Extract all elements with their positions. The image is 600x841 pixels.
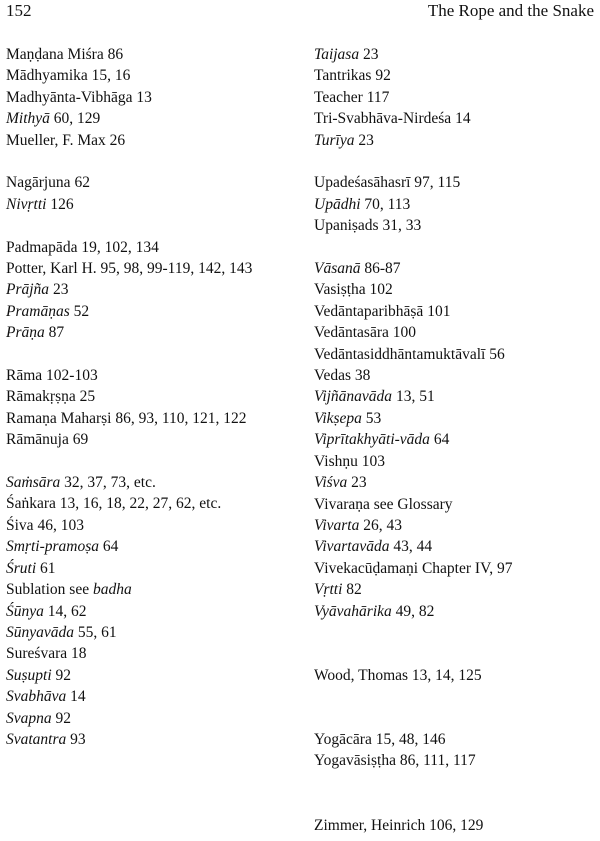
index-entry	[314, 65, 596, 86]
index-term: Taijasa	[314, 46, 360, 63]
index-entry	[314, 815, 596, 836]
index-term: Vedāntasiddhāntamuktāvalī	[314, 345, 486, 363]
page-refs: 97, 115	[414, 174, 461, 192]
index-entry	[6, 579, 296, 600]
entry-gap	[6, 151, 296, 172]
page-refs: 87	[48, 324, 65, 342]
index-term: Vivarta	[314, 516, 360, 534]
entry-gap	[314, 708, 596, 729]
index-term: Prājña	[6, 281, 50, 299]
index-term: Tri-Svabhāva-Nirdeśa	[314, 110, 452, 128]
index-entry	[6, 665, 296, 686]
index-term: Yogācāra	[314, 730, 372, 748]
index-entry	[314, 558, 596, 579]
index-term: Svatantra	[6, 730, 67, 748]
index-entry	[6, 301, 296, 322]
index-entry	[6, 386, 296, 407]
index-term: Vyāvahārika	[314, 602, 392, 620]
index-term: Vishṇu	[314, 452, 358, 470]
page-header	[0, 0, 600, 26]
index-term: Mueller, F. Max	[6, 131, 106, 149]
page-refs: 23	[351, 474, 367, 492]
entry-gap	[6, 215, 296, 236]
index-term: Rāma	[6, 367, 43, 385]
index-entry	[314, 494, 596, 515]
page-refs: 13, 16, 18, 22, 27, 62, etc.	[59, 495, 222, 513]
page-refs: 86-87	[364, 260, 401, 278]
index-entry	[314, 729, 596, 750]
page-refs: 13, 51	[395, 388, 435, 406]
page-refs: 70, 113	[364, 195, 411, 213]
page-refs: 95, 98, 99-119, 142, 143	[100, 260, 253, 278]
index-term: Sūnyavāda	[6, 623, 75, 641]
page-refs: 62	[74, 174, 90, 192]
page-refs: 53	[365, 409, 382, 427]
index-term: Smṛti-pramoṣa	[6, 538, 100, 556]
index-entry	[6, 622, 296, 643]
index-entry	[6, 279, 296, 300]
page-refs: 13, 14, 125	[411, 666, 482, 684]
index-entry	[6, 643, 296, 664]
index-entry	[6, 237, 296, 258]
index-entry	[314, 515, 596, 536]
index-term: Vivaraṇa	[314, 495, 370, 513]
page-refs: 92	[55, 709, 72, 727]
page-refs: 106, 129	[429, 816, 484, 834]
index-term: Teacher	[314, 88, 363, 106]
index-term: Yogavāsiṣṭha	[314, 752, 396, 770]
index-term: Nagārjuna	[6, 174, 71, 192]
index-entry	[314, 579, 596, 600]
index-entry	[314, 408, 596, 429]
index-entry	[314, 472, 596, 493]
index-entry	[6, 429, 296, 450]
entry-gap	[314, 151, 596, 172]
index-entry	[314, 365, 596, 386]
index-entry	[314, 451, 596, 472]
index-term: Viśva	[314, 474, 348, 492]
page-refs: 92	[55, 666, 72, 684]
index-term: Śruti	[6, 559, 37, 577]
index-entry	[6, 686, 296, 707]
index-term: Nivṛtti	[6, 195, 47, 213]
entry-gap	[6, 451, 296, 472]
page-refs: 25	[79, 388, 96, 406]
page-refs: 64	[433, 431, 450, 449]
index-term: Maṇḍana Miśra	[6, 46, 104, 63]
entry-gap	[314, 686, 596, 707]
index-entry	[314, 301, 596, 322]
index-term: Vedāntasāra	[314, 324, 389, 342]
page-refs: 18	[71, 645, 87, 663]
index-entry	[314, 386, 596, 407]
index-entry	[6, 44, 296, 65]
index-term: Svabhāva	[6, 688, 67, 706]
index-entry	[6, 729, 296, 750]
index-entry	[6, 172, 296, 193]
index-entry	[6, 87, 296, 108]
page-refs: 23	[358, 131, 374, 149]
index-entry	[314, 172, 596, 193]
index-entry	[314, 665, 596, 686]
page-refs: 126	[50, 195, 74, 213]
index-term: Mādhyamika	[6, 67, 88, 85]
page-refs: 102-103	[46, 367, 98, 385]
index-term: Vedāntaparibhāṣā	[314, 302, 424, 320]
page-refs: 46, 103	[37, 516, 84, 534]
index-entry	[6, 515, 296, 536]
index-term: Viprītakhyāti-vāda	[314, 431, 430, 449]
page-refs: 14	[70, 688, 86, 706]
entry-gap	[6, 344, 296, 365]
index-term: Pramāṇas	[6, 302, 70, 320]
page-refs: 13	[136, 88, 152, 106]
page-refs: Chapter IV, 97	[421, 559, 513, 577]
page-refs: 55, 61	[77, 623, 117, 641]
running-head: The Rope and the Snake	[427, 1, 594, 20]
entry-gap	[314, 622, 596, 643]
index-entry	[6, 472, 296, 493]
index-term: Upādhi	[314, 195, 361, 213]
page-refs: 102	[369, 281, 393, 299]
index-entry	[6, 601, 296, 622]
page-refs: 52	[73, 302, 90, 320]
index-entry	[6, 408, 296, 429]
index-term: Vedas	[314, 367, 352, 385]
index-entry	[314, 536, 596, 557]
index-term: Tantrikas	[314, 67, 372, 85]
index-term: Upaniṣads	[314, 217, 379, 235]
index-column-left	[6, 44, 296, 750]
see-reference: see	[69, 581, 93, 599]
see-reference: see Glossary	[373, 495, 453, 513]
index-entry	[314, 601, 596, 622]
index-entry	[6, 365, 296, 386]
index-term: Rāmānuja	[6, 431, 69, 449]
see-term: badha	[92, 581, 132, 599]
page-refs: 26, 43	[363, 516, 402, 534]
page-refs: 14, 62	[47, 602, 87, 620]
index-term: Padmapāda	[6, 238, 78, 256]
index-entry	[314, 344, 596, 365]
page-number: 152	[6, 1, 32, 20]
index-entry	[314, 108, 596, 129]
index-term: Svapna	[6, 709, 52, 727]
page-refs: 64	[102, 538, 119, 556]
index-entry	[6, 65, 296, 86]
index-entry	[314, 750, 596, 771]
page-refs: 14	[455, 110, 471, 128]
page-refs: 103	[361, 452, 385, 470]
index-entry	[6, 194, 296, 215]
index-term: Sublation	[6, 581, 66, 599]
index-term: Zimmer, Heinrich	[314, 816, 426, 834]
index-entry	[6, 108, 296, 129]
index-term: Mithyā	[6, 110, 50, 128]
index-entry	[314, 258, 596, 279]
index-term: Potter, Karl H.	[6, 260, 97, 278]
page-refs: 61	[40, 559, 56, 577]
index-term: Śaṅkara	[6, 495, 56, 513]
index-term: Rāmakṛṣṇa	[6, 388, 76, 406]
page-refs: 69	[72, 431, 89, 449]
index-term: Śūnya	[6, 602, 44, 620]
page-refs: 86, 111, 117	[399, 752, 476, 770]
index-entry	[6, 708, 296, 729]
page-refs: 60, 129	[53, 110, 101, 128]
page-refs: 86	[107, 46, 124, 63]
page-refs: 93	[70, 730, 86, 748]
page-refs: 101	[427, 302, 451, 320]
page-refs: 117	[366, 88, 390, 106]
index-term: Saṁsāra	[6, 474, 61, 492]
page-refs: 31, 33	[382, 217, 422, 235]
index-term: Madhyānta-Vibhāga	[6, 88, 133, 106]
index-term: Wood, Thomas	[314, 666, 409, 684]
index-term: Vivartavāda	[314, 538, 390, 556]
index-entry	[6, 258, 296, 279]
index-entry	[314, 429, 596, 450]
index-entry	[6, 130, 296, 151]
page-refs: 49, 82	[395, 602, 435, 620]
index-entry	[6, 322, 296, 343]
index-column-right	[314, 44, 596, 836]
page-refs: 86, 93, 110, 121, 122	[115, 409, 247, 427]
index-entry	[314, 87, 596, 108]
page-refs: 38	[354, 367, 371, 385]
index-term: Vṛtti	[314, 581, 343, 599]
page-refs: 19, 102, 134	[81, 238, 159, 256]
index-term: Ramaṇa Maharṣi	[6, 409, 112, 427]
index-entry	[314, 215, 596, 236]
page-refs: 23	[362, 46, 379, 63]
index-entry	[314, 322, 596, 343]
entry-gap	[314, 643, 596, 664]
index-term: Vāsanā	[314, 260, 361, 278]
index-entry	[314, 130, 596, 151]
index-term: Vivekacūḍamaṇi	[314, 559, 419, 577]
index-term: Vasiṣṭha	[314, 281, 366, 299]
index-entry	[6, 493, 296, 514]
page-refs: 23	[52, 281, 69, 299]
page-refs: 92	[375, 67, 391, 85]
index-term: Prāṇa	[6, 324, 45, 342]
entry-gap	[314, 793, 596, 814]
page-refs: 82	[346, 581, 362, 599]
index-term: Upadeśasāhasrī	[314, 174, 411, 192]
index-entry	[314, 44, 596, 65]
entry-gap	[314, 772, 596, 793]
page-refs: 15, 48, 146	[375, 730, 446, 748]
page-refs: 26	[109, 131, 126, 149]
index-entry	[314, 279, 596, 300]
index-entry	[6, 536, 296, 557]
entry-gap	[314, 237, 596, 258]
page-refs: 32, 37, 73, etc.	[64, 474, 156, 492]
index-term: Vijñānavāda	[314, 388, 393, 406]
index-term: Vikṣepa	[314, 409, 362, 427]
page-refs: 100	[392, 324, 416, 342]
index-term: Śiva	[6, 516, 34, 534]
index-entry	[314, 194, 596, 215]
page-refs: 15, 16	[91, 67, 131, 85]
index-term: Turīya	[314, 131, 355, 149]
page-refs: 43, 44	[393, 538, 433, 556]
index-term: Suṣupti	[6, 666, 52, 684]
index-term: Sureśvara	[6, 645, 68, 663]
page-refs: 56	[489, 345, 505, 363]
index-entry	[6, 558, 296, 579]
